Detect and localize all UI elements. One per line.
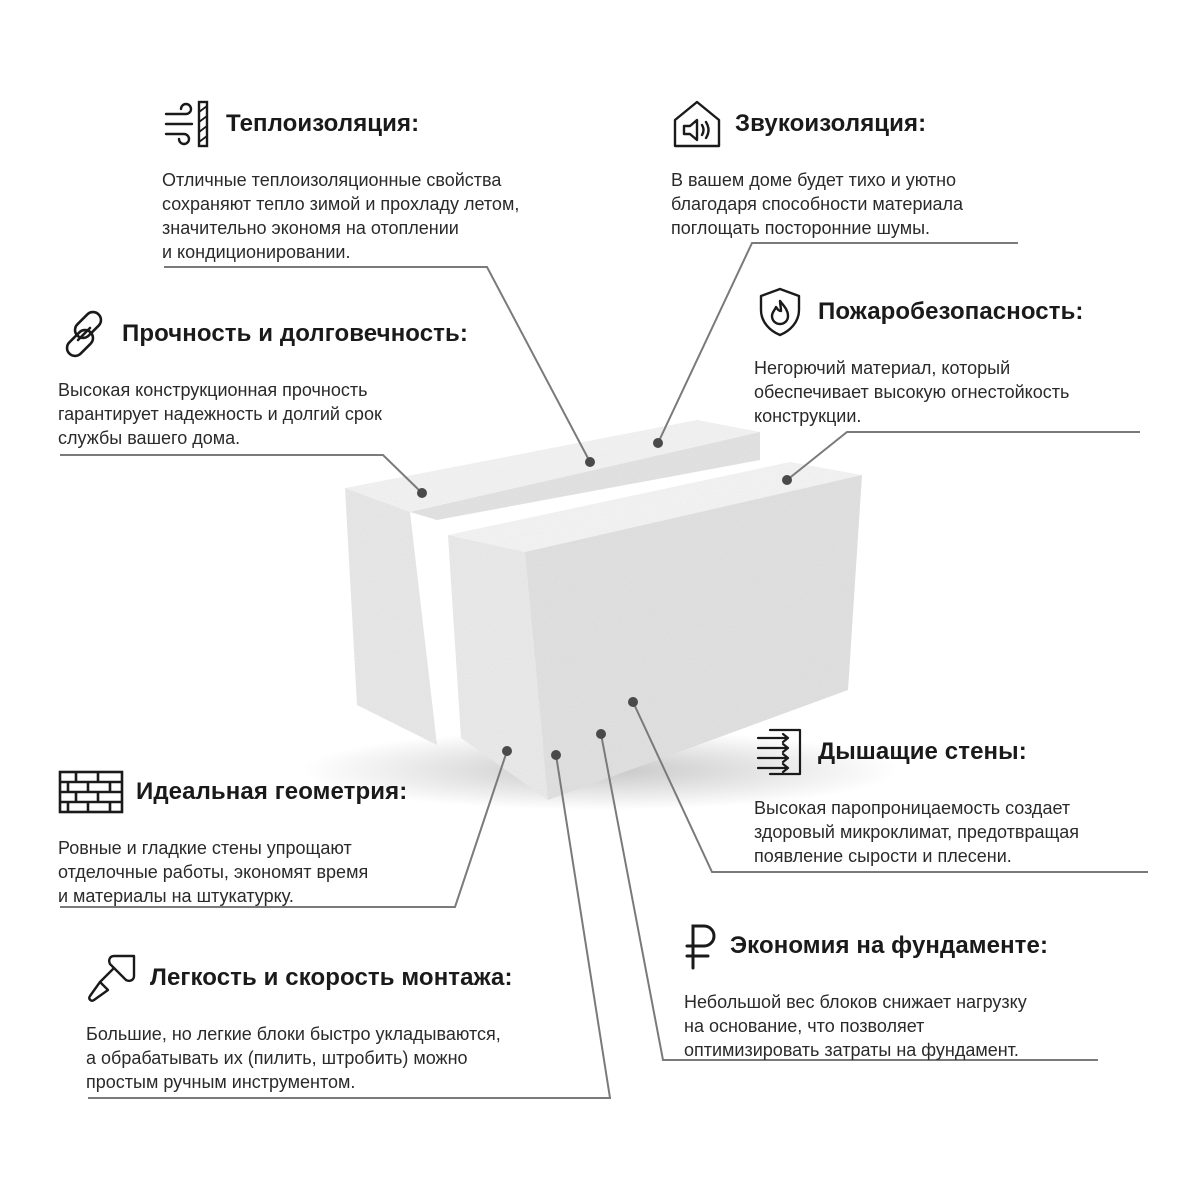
feature-sound xyxy=(671,98,963,240)
feature-title: Прочность и долговечность: xyxy=(122,320,468,347)
feature-title: Легкость и скорость монтажа: xyxy=(150,964,513,991)
feature-strength xyxy=(58,308,468,450)
brick-wall-icon xyxy=(58,766,124,818)
chain-link-icon xyxy=(58,308,110,360)
dot-sound xyxy=(653,438,663,448)
feature-foundation xyxy=(684,920,1048,1062)
feature-title: Идеальная геометрия: xyxy=(136,778,408,805)
shield-fire-icon xyxy=(754,286,806,338)
feature-thermal xyxy=(162,98,519,264)
dot-breathing xyxy=(628,697,638,707)
feature-title: Теплоизоляция: xyxy=(226,110,420,137)
house-speaker-icon xyxy=(671,98,723,150)
feature-description: Высокая паропроницаемость создает здоровый микроклимат, предотвращая появление сырости и плесени. xyxy=(754,798,1080,866)
dot-geometry xyxy=(502,746,512,756)
feature-description: Небольшой вес блоков снижает нагрузку на основание, что позволяет оптимизировать затраты на фундамент. xyxy=(684,992,1027,1060)
feature-title: Экономия на фундаменте: xyxy=(730,932,1049,959)
dot-strength xyxy=(417,488,427,498)
feature-title: Звукоизоляция: xyxy=(735,110,927,137)
feature-title: Дышащие стены: xyxy=(818,738,1027,765)
feature-title: Пожаробезопасность: xyxy=(818,298,1084,325)
ruble-icon xyxy=(684,920,720,972)
feature-description: Негорючий материал, который обеспечивает высокую огнестойкость конструкции. xyxy=(754,358,1070,426)
dot-foundation xyxy=(596,729,606,739)
dot-mounting xyxy=(551,750,561,760)
dot-thermal xyxy=(585,457,595,467)
feature-description: Большие, но легкие блоки быстро укладываются, а обрабатывать их (пилить, штробить) можно простым ручным инструментом. xyxy=(86,1024,501,1092)
feature-description: Высокая конструкционная прочность гарантирует надежность и долгий срок службы вашего дома. xyxy=(58,380,382,448)
trowel-icon xyxy=(86,952,138,1004)
feature-description: Ровные и гладкие стены упрощают отделочные работы, экономят время и материалы на штукатурку. xyxy=(58,838,369,906)
wind-insulation-icon xyxy=(162,98,214,150)
feature-fire xyxy=(754,286,1084,428)
feature-geometry xyxy=(58,766,407,908)
breathing-wall-icon xyxy=(754,726,806,778)
dot-fire xyxy=(782,475,792,485)
feature-description: В вашем доме будет тихо и уютно благодаря способности материала поглощать посторонние шумы. xyxy=(671,170,964,238)
feature-breathing xyxy=(754,726,1079,868)
feature-description: Отличные теплоизоляционные свойства сохраняют тепло зимой и прохладу летом, значительно экономя на отоплении и кондиционировании. xyxy=(162,170,520,262)
feature-mounting xyxy=(86,952,513,1094)
